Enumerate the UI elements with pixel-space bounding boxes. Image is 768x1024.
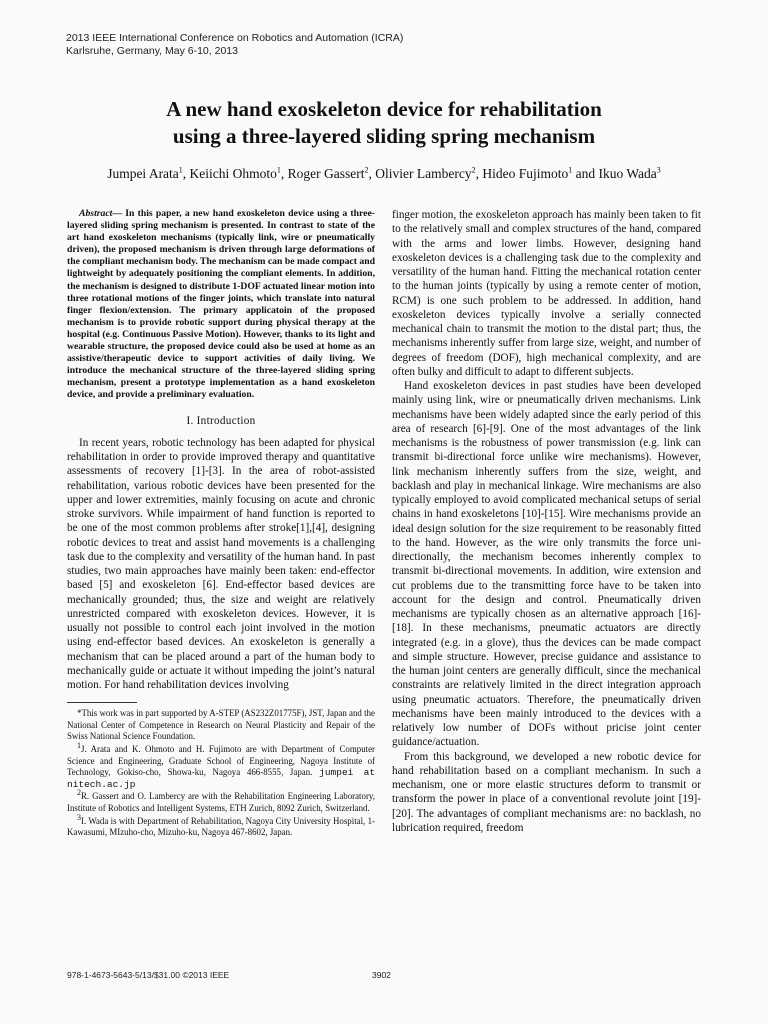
author-name: Keiichi Ohmoto: [189, 166, 277, 181]
author-separator: ,: [368, 166, 376, 181]
page-number: 3902: [372, 970, 391, 980]
author-name: Ikuo Wada: [598, 166, 657, 181]
author-separator: ,: [475, 166, 483, 181]
author-separator: and: [572, 166, 599, 181]
abstract: [67, 208, 375, 402]
conference-name: 2013 IEEE International Conference on Robotics and Automation (ICRA): [66, 32, 404, 44]
footnote-marker: 3: [77, 812, 81, 822]
author-affiliation: 2: [364, 165, 369, 175]
author-name: Olivier Lambercy: [375, 166, 472, 181]
author-affiliation: 3: [656, 165, 661, 175]
author-separator: ,: [182, 166, 190, 181]
section-heading-introduction: I. Introduction: [186, 414, 256, 427]
footnote-text: R. Gassert and O. Lambercy are with the Rehabilitation Engineering Laboratory, Institute of Robotics and Intelligent Systems, ETH Zurich, 8092 Zurich, Switzerland.: [67, 791, 375, 813]
body-paragraph: From this background, we developed a new robotic device for hand rehabilitation based on a compliant mechanism. In such a mechanism, one or more elastic structures deform to transmit or transform the power in place of a conventional revolute joint [19]-[20]. The advantages of compliant mechanisms are: no backlash, no lubrication required, freedom: [392, 750, 701, 834]
paper-title: [0, 96, 768, 150]
author-separator: ,: [280, 166, 288, 181]
footnote-affiliation-1: [67, 741, 376, 790]
author-affiliation: 2: [471, 165, 476, 175]
title-line-2: using a three-layered sliding spring mechanism: [172, 124, 596, 148]
conference-location: Karlsruhe, Germany, May 6-10, 2013: [66, 45, 238, 57]
body-paragraph: In recent years, robotic technology has been adapted for physical rehabilitation in order to provide improved therapy and quantitative assessments of recovery [1]-[3]. In the area of robot-assisted rehabilitation, various robotic devices have been presented for the upper and lower extremities, mainly focusing on acute and chronic stroke survivors. While impairment of hand function is reported to be one of the most common problems after stroke[1],[4], designing robotic devices to treat and assist hand movements is a challenging task due to the complexity and versatility of the human hand. In past studies, two main approaches have mainly been taken: end-effector based [5] and exoskeleton [6]. End-effector based devices are mechanically grounded; thus, the size and weight are relatively unrestricted compared with exoskeleton devices. However, it is usually not possible to control each joint involved in the motion using end-effector based devices. An exoskeleton is generally a mechanism that can be placed around a part of the human body to mechanically guide or actuate it without impeding the joint’s natural motion. For hand rehabilitation devices involving: [67, 436, 375, 691]
abstract-label: Abstract: [79, 208, 113, 219]
author-list: [0, 166, 768, 182]
author-name: Jumpei Arata: [107, 166, 179, 181]
left-column: [67, 208, 375, 840]
right-column: [392, 208, 701, 835]
body-paragraph: Hand exoskeleton devices in past studies have been developed mainly using link, wire or pneumatically driven mechanisms. Link mechanisms have been widely adapted since the early period of this area of research [6]-[9]. One of the most advantages of the link mechanisms is the robustness of power transmission (e.g. link can transmit bi-directional force unlike wire mechanisms). However, link mechanism inherently suffers from the size, weight, and backlash and play in mechanical linkage. Wire mechanisms are also typically employed to avoid complicated mechanical setups of serial chains in hand exoskeletons [10]-[15]. Wire mechanisms provide an ideal design solution for the size requirement to be reasonably fitted to the hand. However, as the wire only transmits the force uni-directionally, the mechanism becomes inherently complex to transmit bi-directional movements. In addition, wire extension and cut problems due to the transmitting force have to be taken into account for the design and control. Pneumatically driven mechanisms are typically chosen as an alternative approach [16]-[18]. In these mechanisms, pneumatic actuators are directly integrated (e.g. in a glove), thus the devices can be made compact and simple structure. However, precise guidance and assistance to the human joint centers are generally difficult, since the mechanical constraints are relatively limited in the direct integration approach using pneumatic actuators. Therefore, the pneumatically driven mechanisms have been mainly introduced to the devices with a relatively low number of DOFs without pricise joint center guidance/actuation.: [392, 380, 701, 749]
author-affiliation: 1: [178, 165, 183, 175]
footnote-funding: *This work was in part supported by A-STEP (AS232Z01775F), JST, Japan and the National Center of Competence in Research on Neural Plasticity and Repair of the Swiss National Science Foundation.: [67, 708, 375, 742]
author-name: Hideo Fujimoto: [482, 166, 569, 181]
author-affiliation: 1: [568, 165, 573, 175]
body-paragraph: finger motion, the exoskeleton approach has mainly been taken to fit to the relatively small and complex structures of the hand, compared with the arms and lower limbs. However, designing hand exoskeleton devices is a challenging task due to the complexity and versatility of the human hand. Fitting the mechanical rotation center to the human joints (typically by using a remote center of motion, RCM) is one such problem to be addressed. In addition, hand exoskeleton devices typically involve a serially connected mechanical chain to transmit the motion to the distal part; thus, the mechanisms inherently suffer from large size, weight, and number of degrees of freedom (DOF), high mechanical complexity, and are often bulky and difficult to adapt to different subjects.: [392, 209, 701, 378]
footnote-affiliation-3: [67, 812, 375, 839]
author-affiliation: 1: [276, 165, 281, 175]
footnote-affiliation-2: [67, 788, 375, 814]
abstract-text: — In this paper, a new hand exoskeleton device using a three-layered sliding spring mechanism is presented. In contrast to state of the art hand exoskeleton mechanisms (typically link, wire or pneumatically driven), the proposed mechanism is driven through large deformations of the compliant mechanism body. The mechanism can be made compact and lightweight by adequately positioning the compliant elements. In addition, the mechanism is designed to distribute 1-DOF actuated linear motion into three rotational motions of the finger joints, which translate into natural finger flexion/extension. The primary applicatoin of the proposed mechanism is to provide robotic support during physical therapy at the hospital (e.g. Continuous Passive Motion). However, thanks to its light and wearable structure, the proposed device could also be used at home as an assistive/therapeutic device to support activities of daily living. We introduce the mechanical structure of the three-layered sliding spring mechanism, present a prototype implementation as a hand exoskeleton device, and provide a preliminary evaluation.: [67, 208, 375, 401]
footnote-divider: [67, 702, 137, 703]
footnote-text: I. Wada is with Department of Rehabilitation, Nagoya City University Hospital, 1-Kawasumi, MIzuho-cho, Mizuho-ku, Nagoya 467-8602, Japan.: [67, 815, 375, 838]
isbn-footer: 978-1-4673-5643-5/13/$31.00 ©2013 IEEE: [67, 970, 230, 980]
footnote-marker: 2: [77, 788, 81, 798]
footnote-text: J. Arata and K. Ohmoto and H. Fujimoto are with Department of Computer Science and Engineering, Graduate School of Engineering, Nagoya Institute of Technology, Gokiso-cho, Showa-ku, Nagoya 466-8555, Japan.: [67, 744, 375, 778]
email-address: jumpei at nitech.ac.jp: [67, 767, 376, 790]
title-line-1: A new hand exoskeleton device for rehabilitation: [166, 97, 602, 121]
footnote-marker: 1: [77, 741, 81, 751]
author-name: Roger Gassert: [287, 166, 365, 181]
conference-header: [66, 32, 403, 58]
